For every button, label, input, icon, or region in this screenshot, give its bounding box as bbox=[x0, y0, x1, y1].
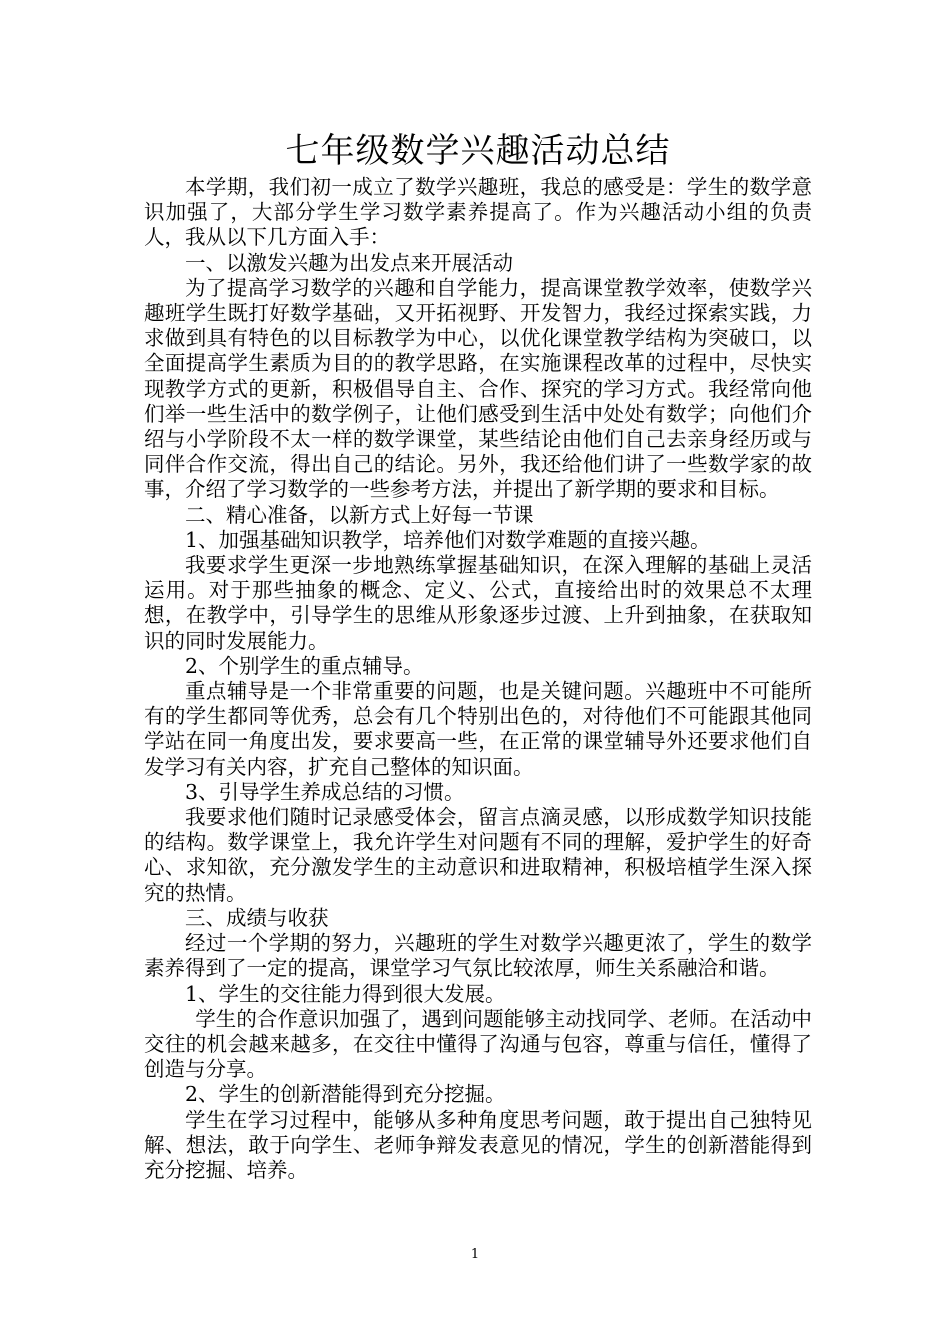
subheading-2-2: 2、个别学生的重点辅导。 bbox=[185, 653, 424, 678]
section-heading-1: 一、以激发兴趣为出发点来开展活动 bbox=[185, 250, 513, 275]
section-heading-2: 二、精心准备，以新方式上好每一节课 bbox=[185, 502, 534, 527]
section-heading-3: 三、成绩与收获 bbox=[185, 905, 329, 930]
subheading-3-1: 1、学生的交往能力得到很大发展。 bbox=[185, 981, 506, 1006]
paragraph-section-3: 经过一个学期的努力，兴趣班的学生对数学兴趣更浓了，学生的数学素养得到了一定的提高，课堂学习气氛比较浓厚，师生关系融洽和谐。 bbox=[144, 931, 812, 981]
paragraph-2-3: 我要求他们随时记录感受体会，留言点滴灵感，以形成数学知识技能的结构。数学课堂上，我允许学生对问题有不同的理解，爱护学生的好奇心、求知欲，充分激发学生的主动意识和进取精神，积极培植学生深入探究的热情。 bbox=[144, 805, 812, 905]
paragraph-intro: 本学期，我们初一成立了数学兴趣班，我总的感受是：学生的数学意识加强了，大部分学生学习数学素养提高了。作为兴趣活动小组的负责人，我从以下几方面入手： bbox=[144, 175, 812, 250]
paragraph-2-1: 我要求学生更深一步地熟练掌握基础知识，在深入理解的基础上灵活运用。对于那些抽象的概念、定义、公式，直接给出时的效果总不太理想，在教学中，引导学生的思维从形象逐步过渡、上升到抽象，在获取知识的同时发展能力。 bbox=[144, 553, 812, 653]
paragraph-2-2: 重点辅导是一个非常重要的问题，也是关键问题。兴趣班中不可能所有的学生都同等优秀，总会有几个特别出色的，对待他们不可能跟其他同学站在同一角度出发，要求要高一些，在正常的课堂辅导外还要求他们自发学习有关内容，扩充自己整体的知识面。 bbox=[144, 679, 812, 779]
page-number: 1 bbox=[470, 1247, 480, 1262]
paragraph-3-1: 学生的合作意识加强了，遇到问题能够主动找同学、老师。在活动中交往的机会越来越多，在交往中懂得了沟通与包容，尊重与信任，懂得了创造与分享。 bbox=[144, 1006, 812, 1082]
paragraph-3-2: 学生在学习过程中，能够从多种角度思考问题，敢于提出自己独特见解、想法，敢于向学生、老师争辩发表意见的情况，学生的创新潜能得到充分挖掘、培养。 bbox=[144, 1107, 812, 1182]
document-body bbox=[144, 127, 812, 1183]
subheading-3-2: 2、学生的创新潜能得到充分挖掘。 bbox=[185, 1082, 506, 1107]
paragraph-section-1: 为了提高学习数学的兴趣和自学能力，提高课堂教学效率，使数学兴趣班学生既打好数学基础，又开拓视野、开发智力，我经过探索实践，力求做到具有特色的以目标教学为中心，以优化课堂教学结构为突破口，以全面提高学生素质为目的的教学思路，在实施课程改革的过程中，尽快实现教学方式的更新，积极倡导自主、合作、探究的学习方式。我经常向他们举一些生活中的数学例子，让他们感受到生活中处处有数学；向他们介绍与小学阶段不太一样的数学课堂，某些结论由他们自己去亲身经历或与同伴合作交流，得出自己的结论。另外，我还给他们讲了一些数学家的故事，介绍了学习数学的一些参考方法，并提出了新学期的要求和目标。 bbox=[144, 275, 812, 502]
subheading-2-3: 3、引导学生养成总结的习惯。 bbox=[185, 779, 465, 804]
subheading-2-1: 1、加强基础知识教学，培养他们对数学难题的直接兴趣。 bbox=[185, 527, 711, 552]
document-title: 七年级数学兴趣活动总结 bbox=[285, 131, 671, 171]
